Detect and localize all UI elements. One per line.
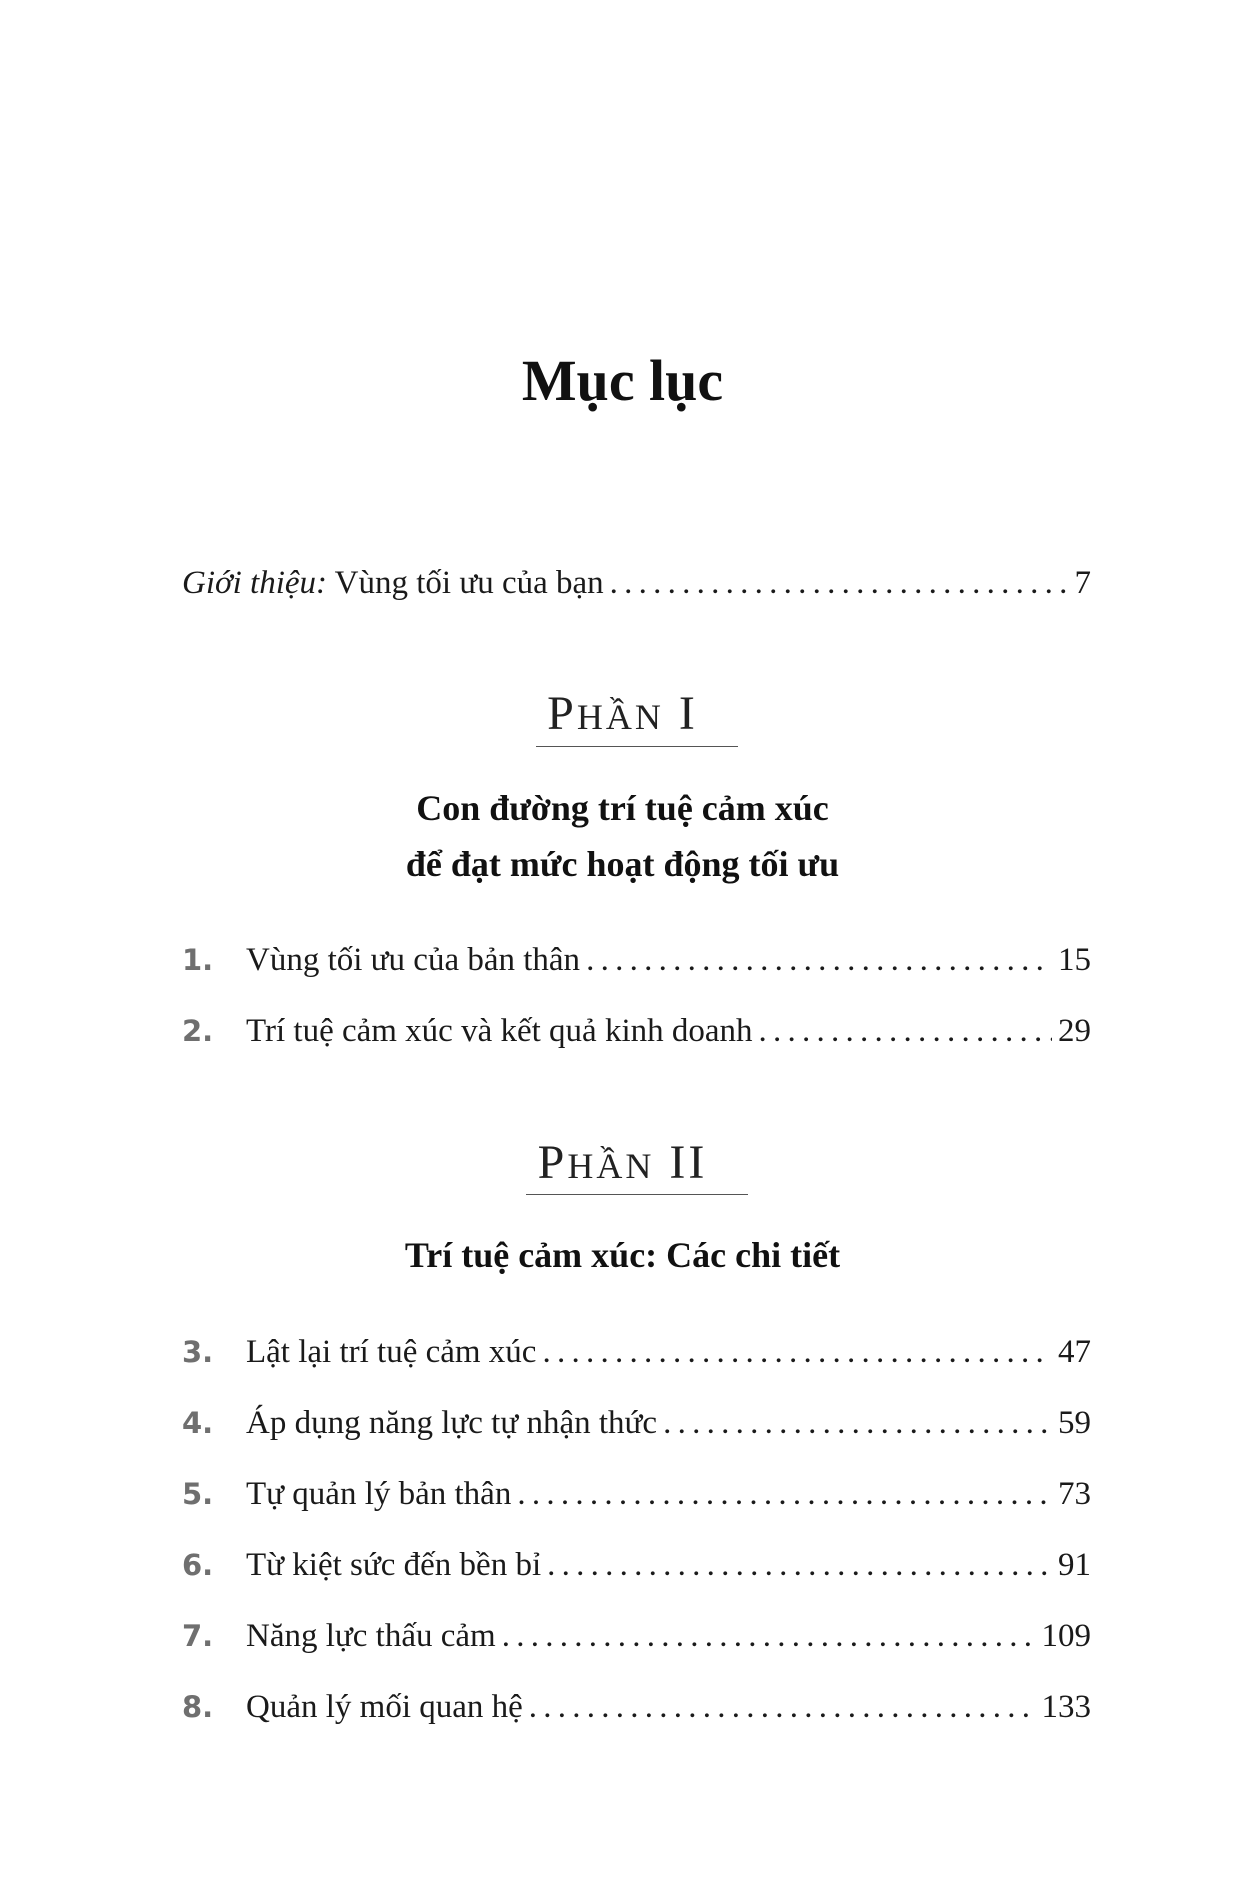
chapter-number: 3.: [182, 1335, 214, 1369]
intro-page-number: 7: [1074, 565, 1091, 601]
toc-entry-chapter-1[interactable]: [182, 942, 1091, 979]
dot-leader: [586, 942, 1052, 979]
dot-leader: [517, 1476, 1052, 1513]
chapter-page-number: 47: [1058, 1334, 1091, 1370]
toc-entry-intro[interactable]: [182, 565, 1091, 602]
toc-entry-chapter-2[interactable]: [182, 1013, 1091, 1050]
chapter-title: Từ kiệt sức đến bền bỉ: [246, 1547, 542, 1583]
chapter-number: 8.: [182, 1690, 214, 1724]
chapter-number: 6.: [182, 1548, 214, 1582]
part-2-rule: [526, 1194, 748, 1195]
toc-entry-chapter-8[interactable]: [182, 1689, 1091, 1726]
chapter-title: Tự quản lý bản thân: [246, 1476, 512, 1512]
chapter-number: 2.: [182, 1014, 214, 1048]
chapter-number: 4.: [182, 1406, 214, 1440]
toc-entry-chapter-7[interactable]: [182, 1618, 1091, 1655]
dot-leader: [759, 1013, 1052, 1050]
chapter-title: Lật lại trí tuệ cảm xúc: [246, 1334, 537, 1370]
toc-entry-chapter-5[interactable]: [182, 1476, 1091, 1513]
toc-entry-chapter-6[interactable]: [182, 1547, 1091, 1584]
chapter-number: 5.: [182, 1477, 214, 1511]
chapter-page-number: 109: [1041, 1618, 1091, 1654]
dot-leader: [529, 1689, 1036, 1726]
page-title: Mục lục: [521, 347, 724, 413]
part-1-heading: Con đường trí tuệ cảm xúc để đạt mức hoạt động tối ưu: [405, 788, 840, 884]
dot-leader: [663, 1405, 1052, 1442]
dot-leader: [542, 1334, 1052, 1371]
part-2-label: PHẦN II: [537, 1136, 708, 1189]
chapter-title: Áp dụng năng lực tự nhận thức: [246, 1405, 658, 1441]
chapter-page-number: 73: [1058, 1476, 1091, 1512]
dot-leader: [547, 1547, 1052, 1584]
chapter-title: Vùng tối ưu của bản thân: [246, 942, 581, 978]
chapter-number: 1.: [182, 943, 214, 977]
dot-leader: [610, 565, 1069, 602]
chapter-page-number: 15: [1058, 942, 1091, 978]
chapter-page-number: 133: [1041, 1689, 1091, 1725]
dot-leader: [502, 1618, 1036, 1655]
chapter-title: Trí tuệ cảm xúc và kết quả kinh doanh: [246, 1013, 753, 1049]
part-1-label: PHẦN I: [547, 687, 698, 740]
chapter-page-number: 91: [1058, 1547, 1091, 1583]
chapter-number: 7.: [182, 1619, 214, 1653]
chapter-title: Quản lý mối quan hệ: [246, 1689, 523, 1725]
part-1-rule: [536, 746, 738, 747]
intro-label: Giới thiệu:: [182, 565, 328, 601]
chapter-page-number: 29: [1058, 1013, 1091, 1049]
toc-entry-chapter-3[interactable]: [182, 1334, 1091, 1371]
part-2-heading: Trí tuệ cảm xúc: Các chi tiết: [404, 1235, 841, 1275]
chapter-title: Năng lực thấu cảm: [246, 1618, 496, 1654]
toc-entry-chapter-4[interactable]: [182, 1405, 1091, 1442]
intro-title: Vùng tối ưu của bạn: [334, 565, 604, 601]
chapter-page-number: 59: [1058, 1405, 1091, 1441]
